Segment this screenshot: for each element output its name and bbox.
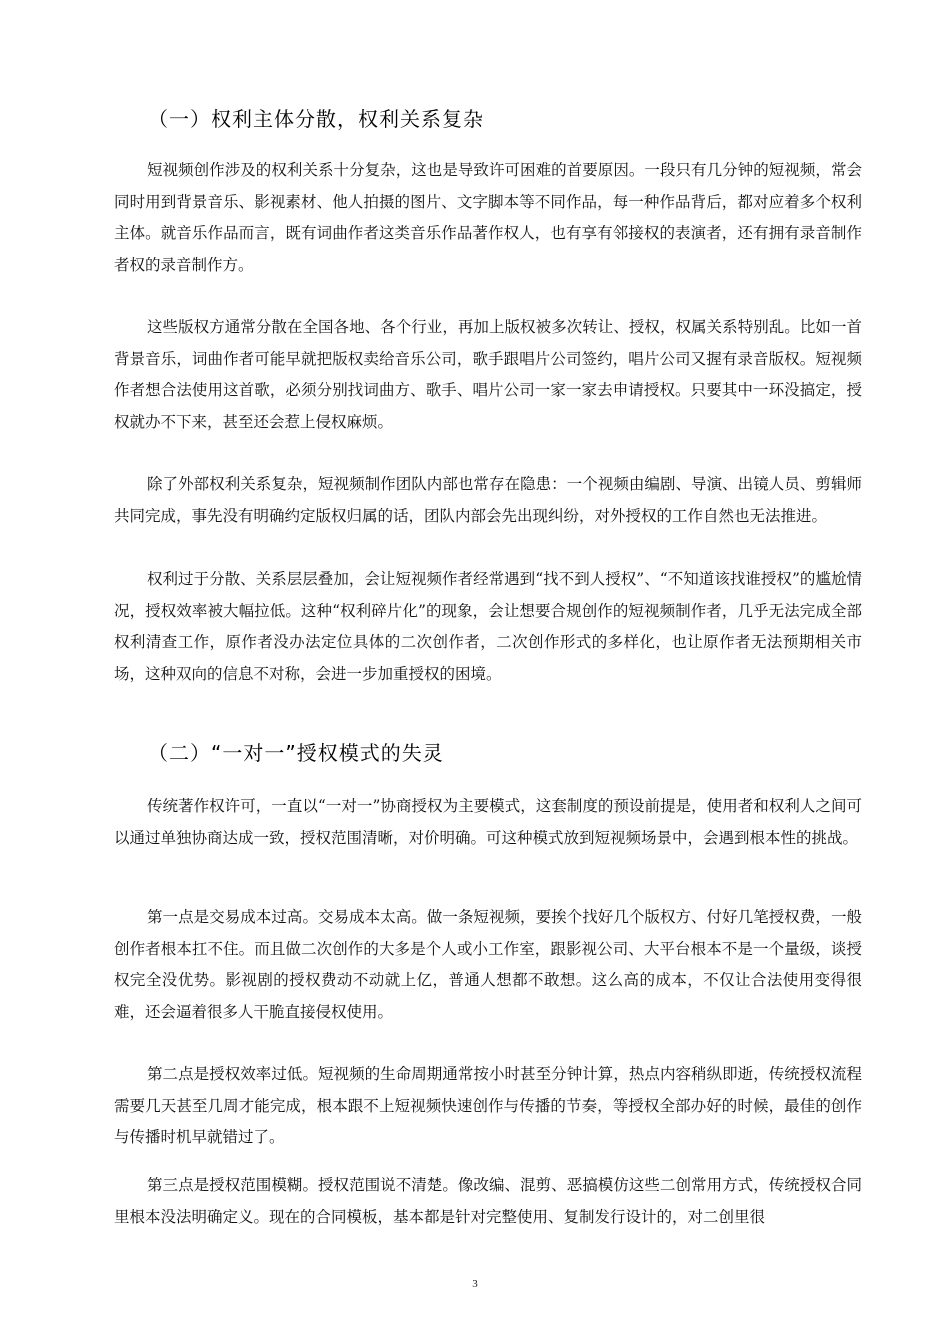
paragraph: 传统著作权许可，一直以“一对一”协商授权为主要模式，这套制度的预设前提是，使用者和权利人之间可以通过单独协商达成一致，授权范围清晰，对价明确。可这种模式放到短视频场景中，会遇到根本性的挑战。 [114, 797, 862, 847]
paragraph: 这些版权方通常分散在全国各地、各个行业，再加上版权被多次转让、授权，权属关系特别乱。比如一首背景音乐，词曲作者可能早就把版权卖给音乐公司，歌手跟唱片公司签约，唱片公司又握有录音版权。短视频作者想合法使用这首歌，必须分别找词曲方、歌手、唱片公司一家一家去申请授权。只要其中一环没搞定，授权就办不下来，甚至还会惹上侵权麻烦。 [114, 318, 862, 431]
paragraph: 权利过于分散、关系层层叠加，会让短视频作者经常遇到“找不到人授权”、“不知道该找谁授权”的尴尬情况，授权效率被大幅拉低。这种“权利碎片化”的现象，会让想要合规创作的短视频制作者，几乎无法完成全部权利清查工作，原作者没办法定位具体的二次创作者，二次创作形式的多样化，也让原作者无法预期相关市场，这种双向的信息不对称，会进一步加重授权的困境。 [114, 570, 862, 683]
paragraph: 第一点是交易成本过高。交易成本太高。做一条短视频，要挨个找好几个版权方、付好几笔授权费，一般创作者根本扛不住。而且做二次创作的大多是个人或小工作室，跟影视公司、大平台根本不是一个量级，谈授权完全没优势。影视剧的授权费动不动就上亿，普通人想都不敢想。这么高的成本，不仅让合法使用变得很难，还会逼着很多人干脆直接侵权使用。 [114, 908, 862, 1021]
paragraph: 除了外部权利关系复杂，短视频制作团队内部也常存在隐患：一个视频由编剧、导演、出镜人员、剪辑师共同完成，事先没有明确约定版权归属的话，团队内部会先出现纠纷，对外授权的工作自然也无法推进。 [114, 475, 862, 525]
section-heading-1: （一）权利主体分散，权利关系复杂 [148, 107, 484, 131]
paragraph: 短视频创作涉及的权利关系十分复杂，这也是导致许可困难的首要原因。一段只有几分钟的短视频，常会同时用到背景音乐、影视素材、他人拍摄的图片、文字脚本等不同作品，每一种作品背后，都对应着多个权利主体。就音乐作品而言，既有词曲作者这类音乐作品著作权人，也有享有邻接权的表演者，还有拥有录音制作者权的录音制作方。 [114, 161, 862, 274]
section-heading-2: （二）“一对一”授权模式的失灵 [148, 741, 444, 765]
page-number: 3 [472, 1278, 478, 1290]
paragraph: 第三点是授权范围模糊。授权范围说不清楚。像改编、混剪、恶搞模仿这些二创常用方式，传统授权合同里根本没法明确定义。现在的合同模板，基本都是针对完整使用、复制发行设计的，对二创里很 [114, 1176, 862, 1226]
paragraph: 第二点是授权效率过低。短视频的生命周期通常按小时甚至分钟计算，热点内容稍纵即逝，传统授权流程需要几天甚至几周才能完成，根本跟不上短视频快速创作与传播的节奏，等授权全部办好的时候，最佳的创作与传播时机早就错过了。 [114, 1065, 862, 1146]
